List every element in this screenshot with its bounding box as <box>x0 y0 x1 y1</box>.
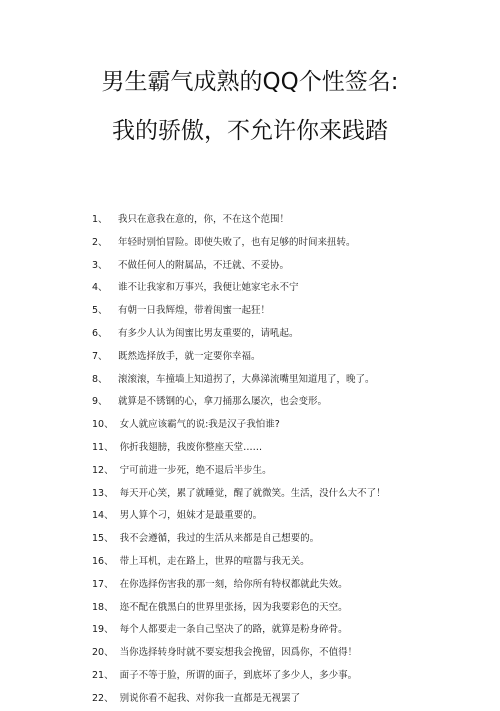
list-item-number: 9、 <box>92 396 108 408</box>
list-item <box>92 346 492 369</box>
list-item-number: 21、 <box>92 669 114 681</box>
title-line-1: 男生霸气成熟的QQ个性签名: <box>101 69 399 95</box>
list-item-number: 1、 <box>92 214 108 225</box>
list-item-number: 18、 <box>92 601 114 613</box>
list-item <box>92 642 492 665</box>
list-item <box>92 232 492 255</box>
list-item-text: 面子不等于脸，所谓的面子，到底坏了多少人，多少事。 <box>119 669 358 681</box>
list-item-number: 8、 <box>92 373 108 385</box>
list-item <box>92 255 492 278</box>
list-item-text: 你折我翅膀，我废你整座天堂…… <box>119 441 263 453</box>
list-item-number: 13、 <box>92 487 114 499</box>
list-item <box>92 391 492 414</box>
list-item <box>92 277 492 300</box>
list-item <box>92 551 492 574</box>
list-item-number: 19、 <box>92 624 114 636</box>
list-item-number: 16、 <box>92 555 114 567</box>
list-item-text: 宁可前进一步死，绝不退后半步生。 <box>119 464 272 476</box>
list-item <box>92 300 492 323</box>
title-line-2: 我的骄傲，不允许你来践踏 <box>112 118 388 144</box>
list-item-text: 男人算个刁，姐妹才是最重要的。 <box>119 510 263 522</box>
list-item-text: 每个人都要走一条自己坚决了的路，就算是粉身碎骨。 <box>119 624 348 636</box>
list-item-text: 我只在意我在意的，你，不在这个范围！ <box>118 214 290 225</box>
list-item <box>92 688 492 711</box>
list-item-text: 带上耳机，走在路上，世界的喧嚣与我无关。 <box>119 555 310 567</box>
list-item-text: 有朝一日我辉煌，带着闺蜜一起狂！ <box>118 305 271 317</box>
list-item-text: 女人就应该霸气的说:我是汉子我怕谁? <box>119 419 280 431</box>
list-item <box>92 505 492 528</box>
list-item-number: 15、 <box>92 533 114 545</box>
list-item <box>92 209 492 232</box>
list-item-text: 谁不让我家和万事兴，我便让她家宅永不宁 <box>118 282 299 294</box>
list-item-text: 就算是不锈钢的心，拿刀捅那么屡次，也会变形。 <box>118 396 328 408</box>
list-item <box>92 437 492 460</box>
list-item-text: 在你选择伤害我的那一刻，给你所有特权都就此失效。 <box>119 578 348 590</box>
list-item <box>92 665 492 688</box>
list-item-text: 当你选择转身时就不要妄想我会挽留，因爲你，不值得！ <box>119 647 358 659</box>
list-item-text: 我不会遵循，我过的生活从来都是自己想要的。 <box>119 533 320 545</box>
list-item-text: 有多少人认为闺蜜比男友重要的，请吼起。 <box>118 327 299 339</box>
list-item <box>92 619 492 642</box>
list-item-number: 2、 <box>92 236 108 248</box>
list-item <box>92 528 492 551</box>
list-item-number: 11、 <box>92 441 114 453</box>
list-item-text: 每天开心笑，累了就睡觉，醒了就微笑。生活，没什么大不了！ <box>119 487 386 499</box>
list-item <box>92 460 492 483</box>
list-item-text: 滚滚滚，车撞墙上知道拐了，大鼻涕流嘴里知道甩了，晚了。 <box>118 373 375 385</box>
list-item-text: 既然选择放手，就一定要你幸福。 <box>118 350 261 362</box>
list-item <box>92 369 492 392</box>
list-item-number: 3、 <box>92 259 108 271</box>
list-item-number: 17、 <box>92 578 114 590</box>
list-item-number: 5、 <box>92 305 108 317</box>
list-item <box>92 323 492 346</box>
signature-list <box>92 209 492 711</box>
list-item-number: 14、 <box>92 510 114 522</box>
list-item <box>92 597 492 620</box>
list-item-number: 12、 <box>92 464 114 476</box>
list-item-text: 不做任何人的附属品，不迁就、不妥协。 <box>118 259 290 271</box>
list-item <box>92 574 492 597</box>
list-item-number: 10、 <box>92 419 114 431</box>
list-item-number: 20、 <box>92 647 114 659</box>
list-item <box>92 414 492 437</box>
list-item-number: 6、 <box>92 327 108 339</box>
list-item-number: 7、 <box>92 350 108 362</box>
list-item-text: 年轻时别怕冒险。即使失败了，也有足够的时间来扭转。 <box>118 236 356 248</box>
list-item-number: 4、 <box>92 282 108 294</box>
list-item-text: 迩不配在俄黑白的世界里张扬，因为我要彩色的天空。 <box>119 601 348 613</box>
list-item <box>92 483 492 506</box>
list-item-text: 别说你看不起我、对你我一直都是无视罢了 <box>119 692 301 704</box>
list-item-number: 22、 <box>92 692 114 704</box>
